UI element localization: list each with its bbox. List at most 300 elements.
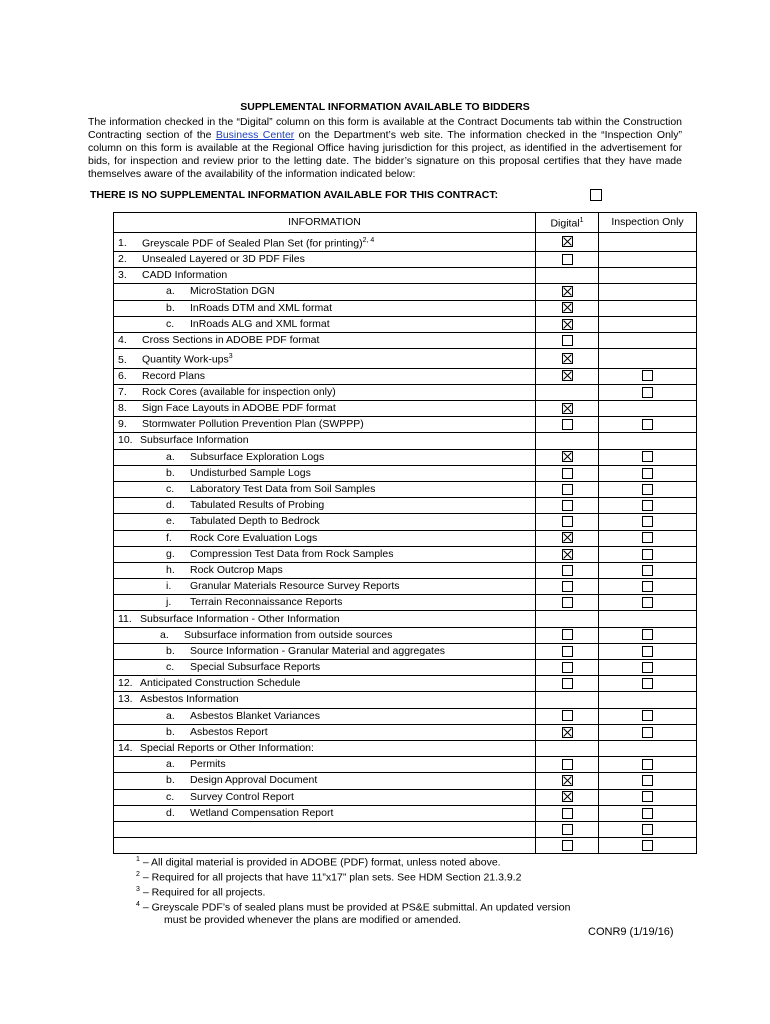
header-digital: Digital$^1$ [536,213,599,233]
inspection-cell [599,579,697,595]
row-number: 7. [118,385,127,398]
row-number: j. [166,596,172,609]
row-number: 8. [118,402,127,415]
digital-cell [536,773,599,789]
footnote-number: 1 [136,856,140,863]
row-number: b. [166,644,175,657]
digital-cell [536,708,599,724]
table-row [114,384,697,400]
digital-checkbox[interactable] [562,500,573,511]
row-label-cell [114,708,536,724]
digital-cell [536,514,599,530]
table-row [114,821,697,837]
digital-checkbox-checked[interactable] [562,532,573,543]
row-label: Subsurface Information - Other Information [140,612,340,625]
inspection-cell [599,316,697,332]
information-table [113,212,697,854]
row-label-cell [114,579,536,595]
row-label-cell [114,465,536,481]
row-footnote-ref: 3 [228,353,233,361]
row-label: Subsurface Information [140,434,249,447]
row-number: 12. [118,677,133,690]
inspection-cell [599,595,697,611]
inspection-checkbox[interactable] [642,678,653,689]
digital-cell [536,349,599,369]
table-row [114,595,697,611]
header-information: INFORMATION [114,213,536,233]
footnote-number: 3 [136,886,140,894]
inspection-checkbox[interactable] [642,824,653,835]
row-label-cell [114,498,536,514]
inspection-cell [599,433,697,449]
digital-cell [536,692,599,708]
row-label: Laboratory Test Data from Soil Samples [190,483,376,496]
row-number: d. [166,499,175,512]
inspection-cell [599,724,697,740]
digital-cell [536,805,599,821]
digital-checkbox-checked[interactable] [562,775,573,786]
row-label-cell [114,316,536,332]
footnotes [136,854,570,927]
table-row [114,740,697,756]
inspection-cell [599,349,697,369]
inspection-checkbox[interactable] [642,710,653,721]
row-number: c. [166,483,175,496]
row-label: Anticipated Construction Schedule [140,677,301,690]
row-number: 6. [118,369,127,382]
row-label-cell [114,481,536,497]
row-number: d. [166,806,175,819]
table-row [114,789,697,805]
digital-checkbox-checked[interactable] [562,302,573,313]
digital-cell [536,284,599,300]
row-label-cell [114,627,536,643]
digital-cell [536,417,599,433]
row-number: 14. [118,742,133,755]
digital-checkbox[interactable] [562,808,573,819]
inspection-checkbox[interactable] [642,387,653,398]
table-row [114,643,697,659]
inspection-cell [599,232,697,252]
row-label: Greyscale PDF of Sealed Plan Set (for printing) [142,237,363,249]
digital-cell [536,789,599,805]
row-label: Asbestos Blanket Variances [190,709,320,722]
digital-cell [536,481,599,497]
row-label-cell [114,595,536,611]
table-row [114,627,697,643]
inspection-cell [599,368,697,384]
inspection-cell [599,300,697,316]
digital-cell [536,498,599,514]
row-label: Tabulated Results of Probing [190,499,325,512]
inspection-checkbox[interactable] [642,646,653,657]
row-label: Wetland Compensation Report [190,806,334,819]
footnote-text: must be provided whenever the plans are modified or amended. [164,914,462,927]
digital-checkbox[interactable] [562,484,573,495]
digital-cell [536,579,599,595]
row-number: i. [166,580,172,593]
row-number: c. [166,790,175,803]
inspection-cell [599,284,697,300]
digital-checkbox[interactable] [562,662,573,673]
digital-cell [536,316,599,332]
inspection-cell [599,481,697,497]
digital-checkbox-checked[interactable] [562,319,573,330]
digital-cell [536,268,599,284]
table-row [114,498,697,514]
digital-cell [536,384,599,400]
table-row [114,724,697,740]
inspection-checkbox[interactable] [642,727,653,738]
row-label-cell [114,284,536,300]
row-label: Design Approval Document [190,774,318,787]
digital-cell [536,465,599,481]
digital-cell [536,368,599,384]
inspection-cell [599,821,697,837]
row-number: 2. [118,253,127,266]
digital-checkbox-checked[interactable] [562,451,573,462]
row-label-cell [114,417,536,433]
page-title: SUPPLEMENTAL INFORMATION AVAILABLE TO BIDDERS [240,101,530,113]
row-label: MicroStation DGN [190,285,275,298]
inspection-cell [599,740,697,756]
table-row [114,284,697,300]
inspection-cell [599,530,697,546]
table-row [114,838,697,854]
inspection-cell [599,384,697,400]
digital-checkbox[interactable] [562,646,573,657]
row-number: a. [160,628,169,641]
row-label: Terrain Reconnaissance Reports [190,596,343,609]
digital-checkbox[interactable] [562,565,573,576]
inspection-checkbox[interactable] [642,516,653,527]
table-row [114,676,697,692]
digital-checkbox[interactable] [562,254,573,265]
inspection-cell [599,611,697,627]
table-row [114,417,697,433]
inspection-checkbox[interactable] [642,484,653,495]
row-label: Subsurface information from outside sources [184,628,393,641]
row-label: Sign Face Layouts in ADOBE PDF format [142,402,336,415]
inspection-cell [599,401,697,417]
inspection-checkbox[interactable] [642,500,653,511]
table-row [114,401,697,417]
digital-checkbox-checked[interactable] [562,549,573,560]
row-label-cell [114,332,536,348]
digital-cell [536,562,599,578]
row-number: 4. [118,334,127,347]
inspection-checkbox[interactable] [642,597,653,608]
row-label: Compression Test Data from Rock Samples [190,547,394,560]
row-number: b. [166,774,175,787]
inspection-cell [599,514,697,530]
digital-checkbox[interactable] [562,840,573,851]
row-label-cell [114,232,536,252]
digital-cell [536,676,599,692]
inspection-cell [599,708,697,724]
inspection-cell [599,643,697,659]
row-label-cell [114,805,536,821]
row-label-cell [114,821,536,837]
table-row [114,252,697,268]
table-row [114,514,697,530]
inspection-checkbox[interactable] [642,532,653,543]
row-label: Quantity Work-ups [142,353,229,366]
inspection-checkbox[interactable] [642,662,653,673]
row-label: Asbestos Report [190,725,268,738]
row-label-cell [114,514,536,530]
inspection-checkbox[interactable] [642,370,653,381]
table-row [114,232,697,252]
digital-checkbox[interactable] [562,629,573,640]
row-number: a. [166,709,175,722]
row-label-cell [114,384,536,400]
digital-checkbox[interactable] [562,419,573,430]
inspection-cell [599,692,697,708]
inspection-checkbox[interactable] [642,759,653,770]
footnote-text: – All digital material is provided in ADOBE (PDF) format, unless noted above. [139,856,501,869]
digital-checkbox-checked[interactable] [562,370,573,381]
digital-checkbox[interactable] [562,678,573,689]
row-number: c. [166,661,175,674]
inspection-cell [599,332,697,348]
row-number: g. [166,547,175,560]
table-row [114,332,697,348]
digital-checkbox-checked[interactable] [562,236,573,247]
digital-checkbox-checked[interactable] [562,791,573,802]
digital-cell [536,332,599,348]
row-label: Undisturbed Sample Logs [190,466,311,479]
row-label: Stormwater Pollution Prevention Plan (SWPPP) [142,418,364,431]
inspection-cell [599,268,697,284]
row-number: a. [166,758,175,771]
row-label: Subsurface Exploration Logs [190,450,325,463]
intro-text-2: on the Department’s web site. The information checked in the “Inspection Only” column on this form is available at the Regional Office having jurisdiction for this project, as identified in the advertisement for bids, for inspection and review prior to the letting date. The bidder’s signature on this proposal certifies that they have made themselves aware of the availability of the information indicated below: [88,129,682,180]
table-row [114,268,697,284]
row-number: 9. [118,418,127,431]
row-number: b. [166,466,175,479]
row-number: 11. [118,612,132,625]
row-label: Record Plans [142,369,206,382]
row-label: Rock Cores (available for inspection only) [142,385,336,398]
digital-checkbox[interactable] [562,581,573,592]
row-number: a. [166,450,175,463]
row-number: f. [166,531,172,544]
row-number: b. [166,301,175,314]
row-label: InRoads ALG and XML format [190,317,330,330]
row-label: CADD Information [142,269,228,282]
header-inspection-only: Inspection Only [599,213,697,233]
footnote [136,884,570,899]
digital-cell [536,611,599,627]
row-label-cell [114,349,536,369]
digital-checkbox-checked[interactable] [562,353,573,364]
table-row [114,300,697,316]
row-number: 3. [118,269,127,282]
digital-cell [536,232,599,252]
row-label: Asbestos Information [140,693,239,706]
footnote-number: 2 [136,871,140,879]
table-row [114,660,697,676]
digital-cell [536,433,599,449]
table-row [114,773,697,789]
digital-cell [536,546,599,562]
inspection-cell [599,805,697,821]
table-row [114,368,697,384]
table-row [114,757,697,773]
table-row [114,530,697,546]
row-number: h. [166,563,175,576]
row-label: Tabulated Depth to Bedrock [190,515,320,528]
table-row [114,708,697,724]
row-label-cell [114,268,536,284]
row-number: e. [166,515,175,528]
row-label-cell [114,724,536,740]
inspection-checkbox[interactable] [642,451,653,462]
row-label-cell [114,789,536,805]
row-label-cell [114,838,536,854]
footnote-text: – Greyscale PDF’s of sealed plans must be provided at PS&E submittal. An updated version [139,901,571,914]
digital-cell [536,300,599,316]
row-number: c. [166,317,175,330]
row-label-cell [114,300,536,316]
inspection-checkbox[interactable] [642,419,653,430]
table-row [114,579,697,595]
row-footnote-ref: 2, 4 [362,236,375,244]
row-label-cell [114,611,536,627]
table-header-row [114,213,697,233]
table-row [114,465,697,481]
inspection-cell [599,627,697,643]
digital-checkbox-checked[interactable] [562,286,573,297]
digital-checkbox-checked[interactable] [562,403,573,414]
inspection-checkbox[interactable] [642,840,653,851]
inspection-cell [599,417,697,433]
footnote-text: – Required for all projects. [139,886,266,899]
inspection-cell [599,773,697,789]
inspection-cell [599,676,697,692]
digital-cell [536,660,599,676]
row-label: Special Subsurface Reports [190,661,321,674]
table-row [114,546,697,562]
row-label-cell [114,546,536,562]
intro-text-1: The information checked in the “Digital” column on this form is available at the Contract Documents tab within the Construction Contracting section of the [88,116,682,141]
digital-cell [536,530,599,546]
row-label: Survey Control Report [190,790,294,803]
row-label-cell [114,660,536,676]
row-label: Unsealed Layered or 3D PDF Files [142,253,305,266]
row-label-cell [114,401,536,417]
inspection-cell [599,252,697,268]
digital-checkbox[interactable] [562,516,573,527]
table-row [114,449,697,465]
row-label-cell [114,676,536,692]
no-info-checkbox[interactable] [590,189,602,201]
table-row [114,433,697,449]
footnote [136,854,570,869]
row-label: Cross Sections in ADOBE PDF format [142,334,320,347]
row-number: b. [166,725,175,738]
inspection-checkbox[interactable] [642,775,653,786]
digital-checkbox[interactable] [562,710,573,721]
inspection-checkbox[interactable] [642,629,653,640]
row-number: 13. [118,693,133,706]
table-row [114,692,697,708]
digital-checkbox-checked[interactable] [562,727,573,738]
row-number: 1. [118,237,127,249]
digital-checkbox[interactable] [562,597,573,608]
row-label: Rock Outcrop Maps [190,563,283,576]
digital-cell [536,252,599,268]
inspection-checkbox[interactable] [642,549,653,560]
digital-cell [536,643,599,659]
inspection-cell [599,757,697,773]
digital-cell [536,595,599,611]
inspection-checkbox[interactable] [642,468,653,479]
table-row [114,805,697,821]
row-label-cell [114,530,536,546]
row-label-cell [114,433,536,449]
row-label-cell [114,252,536,268]
digital-checkbox[interactable] [562,335,573,346]
digital-checkbox[interactable] [562,759,573,770]
row-label-cell [114,692,536,708]
digital-cell [536,724,599,740]
row-label: Permits [190,758,226,771]
inspection-cell [599,546,697,562]
row-label-cell [114,773,536,789]
digital-cell [536,838,599,854]
inspection-cell [599,789,697,805]
digital-cell [536,740,599,756]
row-label: Granular Materials Resource Survey Reports [190,580,400,593]
table-row [114,349,697,369]
footnote-number: 4 [136,901,140,909]
footnote [136,914,570,927]
inspection-checkbox[interactable] [642,565,653,576]
digital-cell [536,627,599,643]
table-row [114,611,697,627]
row-label-cell [114,643,536,659]
digital-checkbox[interactable] [562,824,573,835]
footnote [136,869,570,884]
inspection-checkbox[interactable] [642,581,653,592]
form-id: CONR9 (1/19/16) [588,926,674,938]
inspection-cell [599,465,697,481]
table-row [114,562,697,578]
row-label-cell [114,562,536,578]
row-label: Rock Core Evaluation Logs [190,531,318,544]
inspection-checkbox[interactable] [642,808,653,819]
inspection-cell [599,498,697,514]
row-label-cell [114,740,536,756]
table-row [114,316,697,332]
digital-cell [536,449,599,465]
business-center-link[interactable]: Business Center [215,129,295,141]
inspection-cell [599,660,697,676]
intro-paragraph [88,116,682,181]
row-label-cell [114,757,536,773]
digital-checkbox[interactable] [562,468,573,479]
digital-cell [536,401,599,417]
row-label-cell [114,368,536,384]
no-info-statement: THERE IS NO SUPPLEMENTAL INFORMATION AVAILABLE FOR THIS CONTRACT: [90,189,499,201]
inspection-checkbox[interactable] [642,791,653,802]
digital-cell [536,821,599,837]
row-label: Special Reports or Other Information: [140,742,314,755]
row-number: 5. [118,353,127,366]
row-label: InRoads DTM and XML format [190,301,332,314]
